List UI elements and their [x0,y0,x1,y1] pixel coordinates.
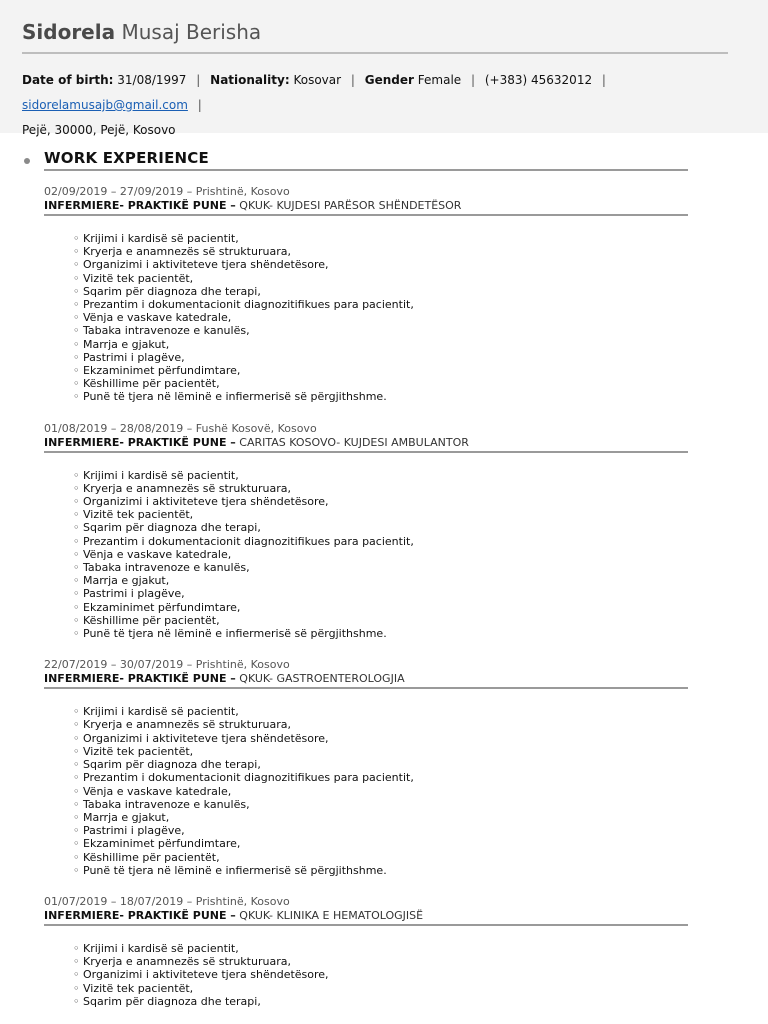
duty-text: Vënja e vaskave katedrale, [83,547,232,561]
duty-text: Prezantim i dokumentacionit diagnozitifikues para pacientit, [83,771,414,785]
duty-text: Këshillime për pacientët, [83,613,220,627]
list-item [73,482,688,495]
duty-text: Vizitë tek pacientët, [83,744,194,758]
duty-text: Ekzaminimet përfundimtare, [83,600,241,614]
job-role: INFERMIERE- PRAKTIKË PUNE – [44,435,236,449]
duty-text: Tabaka intravenoze e kanulës, [83,797,250,811]
duty-text: Ekzaminimet përfundimtare, [83,837,241,851]
list-item [73,495,688,508]
duty-text: Punë të tjera në lëminë e infiermerisë së përgjithshme. [83,863,387,877]
list-item [73,364,688,377]
list-item [73,232,688,245]
list-item [73,298,688,311]
duty-text: Krijimi i kardisë së pacientit, [83,941,239,955]
work-experience-section [0,133,768,1008]
list-item [73,732,688,745]
list-item [73,955,688,968]
duty-text: Marrja e gjakut, [83,574,170,588]
list-item [73,785,688,798]
job-role: INFERMIERE- PRAKTIKË PUNE – [44,672,236,686]
phone-number: (+383) 45632012 [484,73,593,87]
separator: | [196,73,201,87]
last-names: Musaj Berisha [121,20,262,44]
list-item [73,824,688,837]
duty-text: Vënja e vaskave katedrale, [83,784,232,798]
job-organization: QKUK- KLINIKA E HEMATOLOGJISË [235,908,424,922]
job-role: INFERMIERE- PRAKTIKË PUNE – [44,199,236,212]
duty-text: Vënja e vaskave katedrale, [83,311,232,325]
list-item [73,574,688,587]
duty-text: Organizimi i aktiviteteve tjera shëndetësore, [83,258,329,272]
duty-text: Vizitë tek pacientët, [83,981,194,995]
first-name: Sidorela [22,20,116,44]
duty-text: Organizimi i aktiviteteve tjera shëndetësore, [83,731,329,745]
job-title [44,672,688,689]
separator: | [601,73,606,87]
duty-text: Marrja e gjakut, [83,337,170,351]
job-entry [44,422,688,641]
job-list [24,185,688,1008]
duty-text: Këshillime për pacientët, [83,850,220,864]
address: Pejë, 30000, Pejë, Kosovo [22,123,176,137]
job-organization: QKUK- KUJDESI PARËSOR SHËNDETËSOR [235,199,462,212]
job-title [44,909,688,926]
list-item [73,521,688,534]
list-item [73,272,688,285]
duty-text: Krijimi i kardisë së pacientit, [83,232,239,245]
job-dates-location: 22/07/2019 – 30/07/2019 – Prishtinë, Kosovo [44,658,290,672]
list-item [73,995,688,1008]
job-entry [44,185,688,404]
cv-header [0,0,768,137]
job-dates-location: 01/07/2019 – 18/07/2019 – Prishtinë, Kosovo [44,894,290,908]
list-item [73,508,688,521]
dob-label: Date of birth: [22,73,114,87]
list-item [73,601,688,614]
list-item [73,351,688,364]
list-item [73,285,688,298]
list-item [73,535,688,548]
duty-text: Kryerja e anamnezës së strukturuara, [83,245,291,259]
duty-text: Pastrimi i plagëve, [83,350,185,364]
list-item [73,614,688,627]
list-item [73,258,688,271]
duty-text: Ekzaminimet përfundimtare, [83,364,241,378]
job-title [44,436,688,453]
duty-text: Sqarim për diagnoza dhe terapi, [83,521,261,535]
nationality-label: Nationality: [210,73,290,87]
list-item [73,851,688,864]
list-item [73,324,688,337]
section-heading [24,149,688,169]
duty-list [44,469,688,641]
duty-text: Tabaka intravenoze e kanulës, [83,561,250,575]
duty-list [44,942,688,1008]
list-item [73,942,688,955]
duty-text: Punë të tjera në lëminë e infiermerisë së përgjithshme. [83,627,387,641]
separator: | [471,73,476,87]
duty-text: Tabaka intravenoze e kanulës, [83,324,250,338]
list-item [73,561,688,574]
separator: | [350,73,355,87]
job-organization: CARITAS KOSOVO- KUJDESI AMBULANTOR [235,435,469,449]
job-organization: QKUK- GASTROENTEROLOGJIA [235,672,405,686]
section-divider [44,169,688,171]
list-item [73,771,688,784]
dob-value: 31/08/1997 [117,73,187,87]
list-item [73,587,688,600]
list-item [73,705,688,718]
job-entry [44,895,688,1008]
duty-list [44,705,688,877]
duty-text: Kryerja e anamnezës së strukturuara, [83,955,291,969]
duty-list [44,232,688,404]
duty-text: Organizimi i aktiviteteve tjera shëndetësore, [83,968,329,982]
gender-label: Gender [364,73,414,87]
job-role: INFERMIERE- PRAKTIKË PUNE – [44,908,236,922]
list-item [73,811,688,824]
duty-text: Punë të tjera në lëminë e infiermerisë së përgjithshme. [83,390,387,404]
duty-text: Sqarim për diagnoza dhe terapi, [83,284,261,298]
duty-text: Organizimi i aktiviteteve tjera shëndetësore, [83,495,329,509]
email-link[interactable]: sidorelamusajb@gmail.com [22,98,188,112]
job-dates-location: 02/09/2019 – 27/09/2019 – Prishtinë, Kosovo [44,185,290,198]
duty-text: Krijimi i kardisë së pacientit, [83,705,239,719]
duty-text: Kryerja e anamnezës së strukturuara, [83,718,291,732]
duty-text: Sqarim për diagnoza dhe terapi, [83,758,261,772]
duty-text: Marrja e gjakut, [83,810,170,824]
list-item [73,968,688,981]
list-item [73,864,688,877]
person-name [22,18,728,54]
list-item [73,718,688,731]
job-entry [44,658,688,877]
duty-text: Këshillime për pacientët, [83,377,220,391]
list-item [73,758,688,771]
list-item [73,377,688,390]
list-item [73,627,688,640]
list-item [73,390,688,403]
job-dates-location: 01/08/2019 – 28/08/2019 – Fushë Kosovë, Kosovo [44,421,317,435]
job-title [44,199,688,216]
list-item [73,745,688,758]
duty-text: Sqarim për diagnoza dhe terapi, [83,994,261,1008]
duty-text: Pastrimi i plagëve, [83,824,185,838]
section-title: WORK EXPERIENCE [44,149,209,167]
bullet-dot-icon [24,158,30,164]
separator: | [197,98,202,112]
duty-text: Vizitë tek pacientët, [83,508,194,522]
duty-text: Vizitë tek pacientët, [83,271,194,285]
list-item [73,311,688,324]
list-item [73,837,688,850]
nationality-value: Kosovar [293,73,342,87]
gender-value: Female [417,73,462,87]
list-item [73,548,688,561]
list-item [73,469,688,482]
duty-text: Pastrimi i plagëve, [83,587,185,601]
duty-text: Prezantim i dokumentacionit diagnozitifikues para pacientit, [83,298,414,312]
contact-info [22,68,712,143]
list-item [73,245,688,258]
list-item [73,798,688,811]
list-item [73,338,688,351]
duty-text: Prezantim i dokumentacionit diagnozitifikues para pacientit, [83,534,414,548]
duty-text: Krijimi i kardisë së pacientit, [83,468,239,482]
list-item [73,982,688,995]
duty-text: Kryerja e anamnezës së strukturuara, [83,481,291,495]
